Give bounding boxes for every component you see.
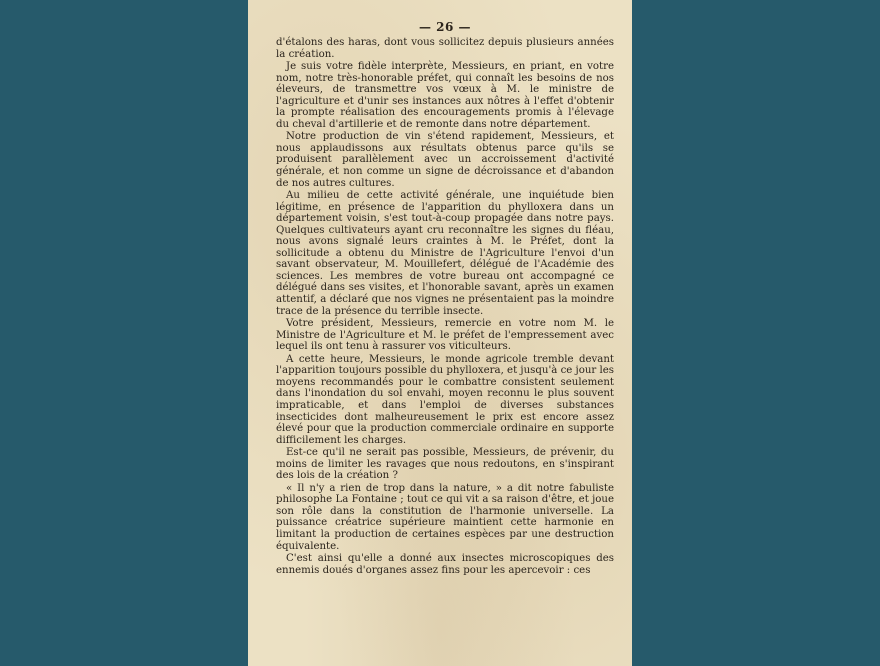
page-number: — 26 — xyxy=(418,20,472,34)
paragraph-2: Je suis votre fidèle interprète, Messieurs, en priant, en votre nom, notre très-honorable préfet, qui connaît les besoins de nos éleveurs, de transmettre vos vœux à M. le ministre de l'agriculture et d'unir ses instances aux nôtres à l'effet d'obtenir la prompte réalisation des encouragements promis à l'élevage du cheval d'artillerie et de remonte dans notre département. xyxy=(276,61,614,130)
paragraph-7: Est-ce qu'il ne serait pas possible, Messieurs, de prévenir, du moins de limiter les ravages que nous redoutons, en s'inspirant des lois de la création ? xyxy=(276,447,614,482)
paragraph-4: Au milieu de cette activité générale, une inquiétude bien légitime, en présence de l'apparition du phylloxera dans un département voisin, s'est tout-à-coup propagée dans notre pays. Quelques cultivateurs ayant cru reconnaître les signes du fléau, nous avons signalé leurs craintes à M. le Préfet, dont la sollicitude a obtenu du Ministre de l'Agriculture l'envoi d'un savant observateur, M. Mouillefert, délégué de l'Académie des sciences. Les membres de votre bureau ont accompagné ce délégué dans ses visites, et l'honorable savant, après un examen attentif, a déclaré que nos vignes ne présentaient pas la moindre trace de la présence du terrible insecte. xyxy=(276,190,614,317)
paragraph-5: Votre président, Messieurs, remercie en votre nom M. le Ministre de l'Agriculture et M. le préfet de l'empressement avec lequel ils ont tenu à rassurer vos viticulteurs. xyxy=(276,318,614,353)
page-body xyxy=(276,37,614,576)
paragraph-6: A cette heure, Messieurs, le monde agricole tremble devant l'apparition toujours possible du phylloxera, et jusqu'à ce jour les moyens recommandés pour le combattre consistent seulement dans l'inondation du sol envahi, moyen reconnu le plus souvent impraticable, et dans l'emploi de diverses substances insecticides dont malheureusement le prix est encore assez élevé pour que la production commerciale ordinaire en supporte difficilement les charges. xyxy=(276,353,615,446)
paragraph-9: C'est ainsi qu'elle a donné aux insectes microscopiques des ennemis doués d'organes assez fins pour les apercevoir : ces xyxy=(276,553,614,576)
paragraph-8: « Il n'y a rien de trop dans la nature, » a dit notre fabuliste philosophe La Fontaine ; tout ce qui vit a sa raison d'être, et joue son rôle dans la constitution de l'harmonie universelle. La puissance créatrice supérieure maintient cette harmonie en limitant la production de certaines espèces par une destruction équivalente. xyxy=(276,482,614,552)
document-page xyxy=(248,0,632,666)
paragraph-3: Notre production de vin s'étend rapidement, Messieurs, et nous applaudissons aux résultats obtenus parce qu'ils se produisent parallèlement avec un accroissement d'activité générale, et non comme un signe de décroissance et d'abandon de nos autres cultures. xyxy=(276,131,614,189)
paragraph-1: d'étalons des haras, dont vous sollicitez depuis plusieurs années la création. xyxy=(276,37,614,60)
